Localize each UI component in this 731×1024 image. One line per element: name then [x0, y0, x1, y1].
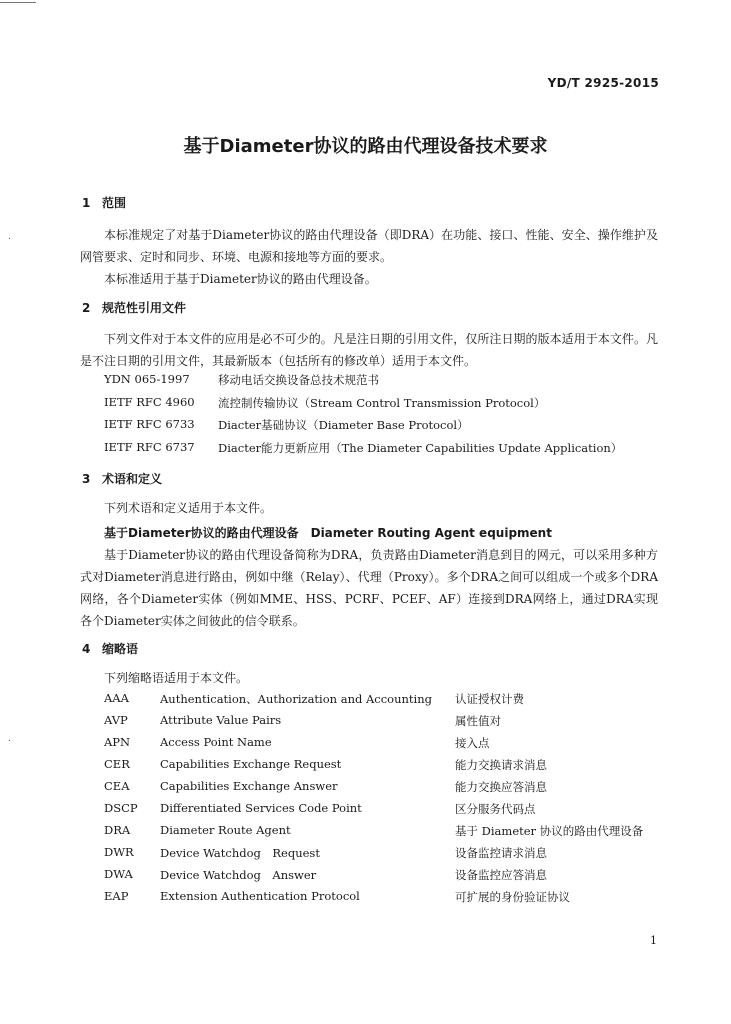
term-heading: 基于Diameter协议的路由代理设备 Diameter Routing Agent equipment — [104, 526, 552, 540]
scan-mark: . — [8, 734, 11, 744]
section-number: 2 — [82, 301, 91, 315]
section-4-intro: 下列缩略语适用于本文件。 — [104, 671, 249, 685]
abbreviation-row — [0, 757, 731, 777]
abbreviation-row — [0, 823, 731, 843]
abbreviation-row — [0, 889, 731, 909]
document-title: 基于Diameter协议的路由代理设备技术要求 — [183, 136, 548, 157]
section-title: 范围 — [102, 196, 127, 210]
abbreviation-code: AVP — [104, 713, 128, 727]
section-title: 缩略语 — [102, 642, 139, 656]
reference-row — [0, 417, 731, 437]
abbreviation-english: Diameter Route Agent — [160, 823, 291, 837]
section-title: 规范性引用文件 — [102, 301, 187, 315]
abbreviation-chinese: 认证授权计费 — [455, 692, 524, 706]
reference-id: IETF RFC 6733 — [104, 417, 195, 431]
abbreviation-code: DSCP — [104, 801, 138, 815]
abbreviation-chinese: 可扩展的身份验证协议 — [455, 890, 570, 904]
section-number: 1 — [82, 196, 91, 210]
abbreviation-code: CER — [104, 757, 130, 771]
section-number: 3 — [82, 472, 91, 486]
section-1-paragraph-2: 本标准适用于基于Diameter协议的路由代理设备。 — [104, 272, 377, 286]
term-definition: 基于Diameter协议的路由代理设备简称为DRA，负责路由Diameter消息到目的网元，可以采用多种方式对Diameter消息进行路由，例如中继（Relay）、代理（Proxy）。多个DRA之间可以组成一个或多个DRA网络，各个Diameter实体（例如MME、HSS、PCRF、PCEF、AF）连接到DRA网络上，通过DRA实现各个Diameter实体之间彼此的信令联系。 — [80, 548, 658, 628]
abbreviation-code: DWR — [104, 845, 134, 859]
abbreviation-english: Authentication、Authorization and Accounting — [160, 692, 432, 706]
abbreviation-code: DRA — [104, 823, 131, 837]
abbreviation-english: Attribute Value Pairs — [160, 713, 282, 727]
abbreviation-english: Capabilities Exchange Request — [160, 757, 342, 771]
reference-id: YDN 065-1997 — [104, 372, 190, 386]
reference-title: Diacter能力更新应用（The Diameter Capabilities Update Application） — [218, 441, 623, 455]
section-number: 4 — [82, 642, 91, 656]
abbreviation-row — [0, 735, 731, 755]
reference-id: IETF RFC 4960 — [104, 395, 195, 409]
abbreviation-english: Differentiated Services Code Point — [160, 801, 362, 815]
abbreviation-chinese: 设备监控应答消息 — [455, 868, 547, 882]
section-3-heading — [82, 470, 162, 487]
abbreviation-row — [0, 691, 731, 711]
abbreviation-english: Device Watchdog Answer — [160, 868, 317, 882]
section-title: 术语和定义 — [102, 472, 163, 486]
reference-row — [0, 372, 731, 392]
abbreviation-code: APN — [104, 735, 131, 749]
abbreviation-row — [0, 713, 731, 733]
page-number: 1 — [650, 934, 657, 947]
abbreviation-chinese: 属性值对 — [455, 714, 501, 728]
abbreviation-english: Extension Authentication Protocol — [160, 889, 360, 903]
section-4-heading — [82, 640, 138, 657]
section-3-intro: 下列术语和定义适用于本文件。 — [104, 501, 273, 515]
abbreviation-english: Capabilities Exchange Answer — [160, 779, 338, 793]
section-2-heading — [82, 299, 186, 316]
abbreviation-chinese: 接入点 — [455, 736, 490, 750]
reference-row — [0, 395, 731, 415]
abbreviation-english: Access Point Name — [160, 735, 272, 749]
abbreviation-code: AAA — [104, 691, 129, 705]
abbreviation-row — [0, 845, 731, 865]
top-scan-rule — [0, 2, 36, 3]
scan-mark: . — [8, 232, 11, 242]
document-code: YD/T 2925-2015 — [547, 76, 659, 90]
abbreviation-code: EAP — [104, 889, 129, 903]
abbreviation-chinese: 设备监控请求消息 — [455, 846, 547, 860]
section-2-paragraph-1: 下列文件对于本文件的应用是必不可少的。凡是注日期的引用文件，仅所注日期的版本适用于本文件。凡是不注日期的引用文件，其最新版本（包括所有的修改单）适用于本文件。 — [80, 332, 658, 368]
abbreviation-chinese: 能力交换请求消息 — [455, 758, 547, 772]
section-1-heading — [82, 194, 126, 211]
abbreviation-english: Device Watchdog Request — [160, 846, 320, 860]
reference-id: IETF RFC 6737 — [104, 440, 195, 454]
reference-title: 流控制传输协议（Stream Control Transmission Protocol） — [218, 396, 546, 410]
abbreviation-row — [0, 801, 731, 821]
reference-title: Diacter基础协议（Diameter Base Protocol） — [218, 418, 469, 432]
abbreviation-chinese: 基于 Diameter 协议的路由代理设备 — [455, 824, 644, 838]
abbreviation-row — [0, 867, 731, 887]
abbreviation-chinese: 区分服务代码点 — [455, 802, 536, 816]
section-1-paragraph-1: 本标准规定了对基于Diameter协议的路由代理设备（即DRA）在功能、接口、性能、安全、操作维护及网管要求、定时和同步、环境、电源和接地等方面的要求。 — [80, 228, 658, 264]
reference-title: 移动电话交换设备总技术规范书 — [218, 373, 379, 387]
abbreviation-chinese: 能力交换应答消息 — [455, 780, 547, 794]
abbreviation-code: DWA — [104, 867, 133, 881]
abbreviation-code: CEA — [104, 779, 130, 793]
reference-row — [0, 440, 731, 460]
abbreviation-row — [0, 779, 731, 799]
